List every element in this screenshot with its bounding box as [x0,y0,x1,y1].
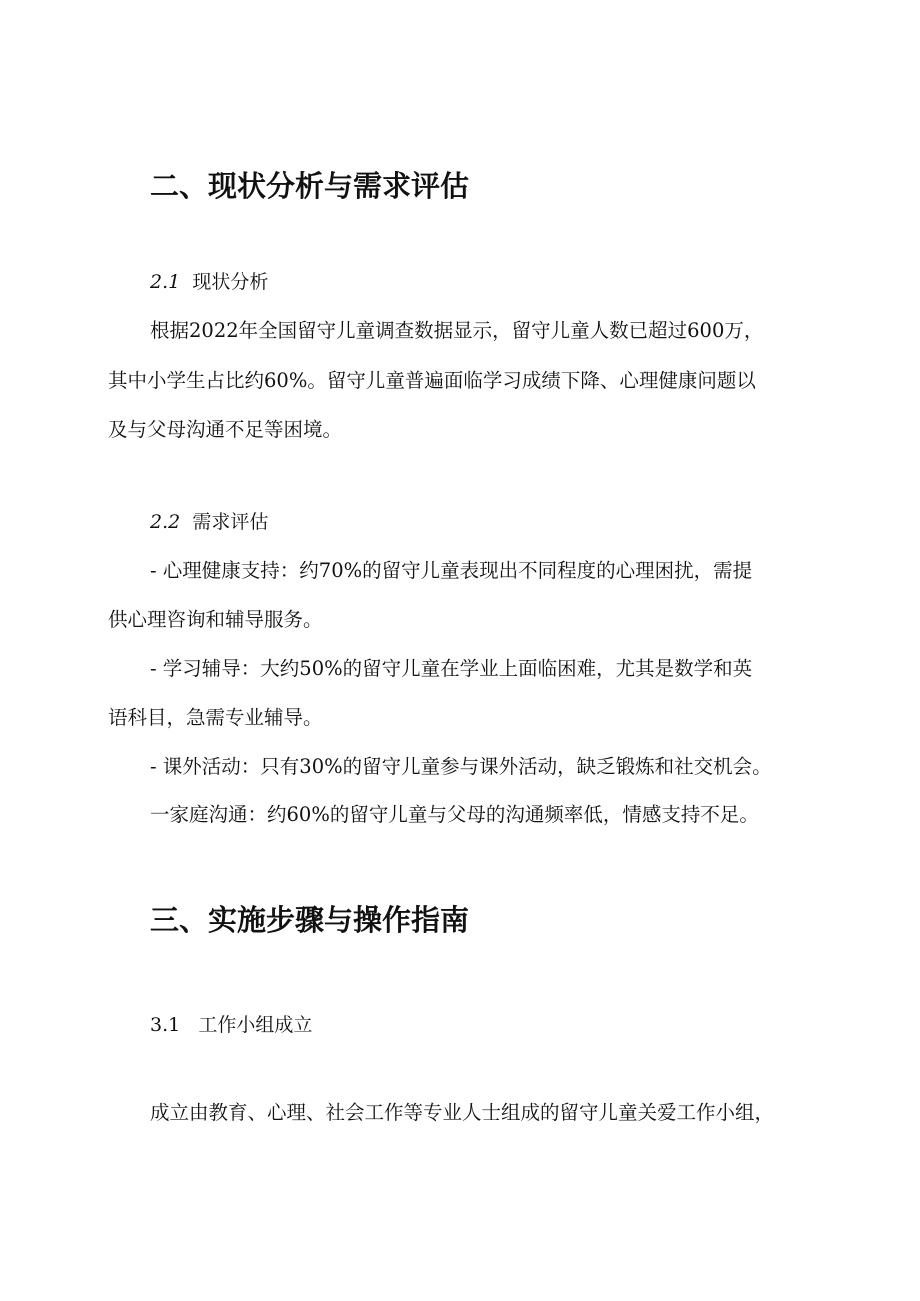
subsection-2-2-number: 2.2 [150,511,181,533]
section-3-heading: 三、实施步骤与操作指南 [150,903,470,937]
subsection-2-1-title: 现状分析 [192,271,269,293]
subsection-3-1-title: 工作小组成立 [198,1014,313,1036]
subsection-2-1-number: 2.1 [150,271,181,293]
bullet-line: 供心理咨询和辅导服务。 [108,608,323,631]
bullet-line: 语科目，急需专业辅导。 [108,706,323,729]
paragraph-line: 成立由教育、心理、社会工作等专业人士组成的留守儿童关爱工作小组， [150,1101,775,1124]
subsection-3-1-heading [150,1016,312,1035]
paragraph-line: 根据2022年全国留守儿童调查数据显示，留守儿童人数已超过600万， [150,319,764,342]
subsection-2-2-title: 需求评估 [192,511,269,533]
bullet-line: - 学习辅导：大约50%的留守儿童在学业上面临困难，尤其是数学和英 [150,657,753,680]
subsection-3-1-number: 3.1 [150,1014,181,1036]
bullet-line: - 课外活动：只有30%的留守儿童参与课外活动，缺乏锻炼和社交机会。 [150,755,772,778]
section-2-heading: 二、现状分析与需求评估 [150,169,470,203]
paragraph-line: 其中小学生占比约60%。留守儿童普遍面临学习成绩下降、心理健康问题以 [108,369,756,392]
bullet-line: - 心理健康支持：约70%的留守儿童表现出不同程度的心理困扰，需提 [150,559,753,582]
subsection-2-1-heading [150,273,268,292]
bullet-line: 一家庭沟通：约60%的留守儿童与父母的沟通频率低，情感支持不足。 [150,803,759,826]
subsection-2-2-heading [150,513,268,532]
paragraph-line: 及与父母沟通不足等困境。 [108,418,343,441]
